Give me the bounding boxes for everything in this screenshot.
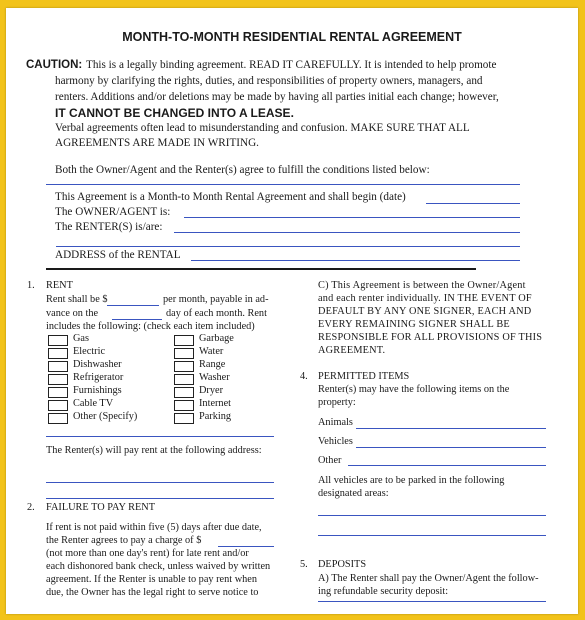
animals-field[interactable]: [356, 428, 546, 429]
pay-address-field-2[interactable]: [46, 498, 274, 499]
vehicles-label: Vehicles: [318, 436, 353, 447]
checkbox-washer[interactable]: [174, 374, 194, 385]
item-other-label: Other (Specify): [73, 411, 138, 422]
checkbox-gas[interactable]: [48, 335, 68, 346]
late-line-1: If rent is not paid within five (5) days after due date,: [46, 522, 262, 533]
rent-day-label: vance on the: [46, 308, 99, 319]
intro-text: Both the Owner/Agent and the Renter(s) agree to fulfill the conditions listed below:: [55, 164, 430, 176]
section-divider: [46, 268, 476, 270]
caution-line-4: IT CANNOT BE CHANGED INTO A LEASE.: [55, 106, 294, 120]
deposit-line-1: A) The Renter shall pay the Owner/Agent the follow-: [318, 573, 539, 584]
checkbox-other[interactable]: [48, 413, 68, 424]
section-5-number: 5.: [300, 559, 308, 570]
other-items-field[interactable]: [348, 465, 546, 466]
checkbox-cable-tv[interactable]: [48, 400, 68, 411]
section-4-number: 4.: [300, 371, 308, 382]
item-furnishings-label: Furnishings: [73, 385, 122, 396]
late-line-2: the Renter agrees to pay a charge of $: [46, 535, 202, 546]
item-refrigerator-label: Refrigerator: [73, 372, 124, 383]
checkbox-parking[interactable]: [174, 413, 194, 424]
parking-line-1: All vehicles are to be parked in the following: [318, 475, 505, 486]
permitted-line-2: property:: [318, 397, 356, 408]
late-line-4: each dishonored bank check, unless waived by written: [46, 561, 271, 572]
address-field[interactable]: [191, 260, 520, 261]
owner-agent-label: The OWNER/AGENT is:: [55, 206, 171, 218]
item-garbage-label: Garbage: [199, 333, 234, 344]
section-c-line-4: EVERY REMAINING SIGNER SHALL BE: [318, 319, 510, 330]
owner-agent-field[interactable]: [184, 217, 520, 218]
item-water-label: Water: [199, 346, 224, 357]
document-page: [6, 8, 578, 614]
section-1-number: 1.: [27, 280, 35, 291]
checkbox-range[interactable]: [174, 361, 194, 372]
rent-includes-label: includes the following: (check each item included): [46, 321, 255, 332]
item-parking-label: Parking: [199, 411, 232, 422]
rent-amount-label: Rent shall be $: [46, 294, 108, 305]
caution-line-3: renters. Additions and/or deletions may be made by having all parties initial each change; however,: [55, 91, 499, 103]
caution-line-6: AGREEMENTS ARE MADE IN WRITING.: [55, 137, 259, 149]
section-c-line-1: C) This Agreement is between the Owner/Agent: [318, 280, 526, 291]
rent-amount-suffix: per month, payable in ad-: [163, 294, 269, 305]
address-label: ADDRESS of the RENTAL: [55, 249, 181, 261]
renters-label: The RENTER(S) is/are:: [55, 221, 163, 233]
item-range-label: Range: [199, 359, 226, 370]
checkbox-water[interactable]: [174, 348, 194, 359]
rent-day-field[interactable]: [112, 319, 162, 320]
permitted-line-1: Renter(s) may have the following items on the: [318, 384, 510, 395]
section-c-line-6: AGREEMENT.: [318, 345, 386, 356]
intro-divider: [46, 184, 520, 185]
deposit-field[interactable]: [318, 601, 546, 602]
late-line-6: due, the Owner has the legal right to serve notice to: [46, 587, 259, 598]
item-gas-label: Gas: [73, 333, 90, 344]
late-line-5: agreement. If the Renter is unable to pay rent when: [46, 574, 258, 585]
pay-address-field-1[interactable]: [46, 482, 274, 483]
item-dishwasher-label: Dishwasher: [73, 359, 122, 370]
parking-area-field-2[interactable]: [318, 535, 546, 536]
renters-field-line-2[interactable]: [56, 246, 520, 247]
item-internet-label: Internet: [199, 398, 232, 409]
caution-label: CAUTION:: [26, 59, 83, 71]
parking-line-2: designated areas:: [318, 488, 389, 499]
checkbox-dishwasher[interactable]: [48, 361, 68, 372]
agreement-begin-label: This Agreement is a Month-to Month Rental Agreement and shall begin (date): [55, 191, 406, 203]
late-line-3: (not more than one day's rent) for late rent and/or: [46, 548, 249, 559]
other-specify-field[interactable]: [46, 436, 274, 437]
checkbox-furnishings[interactable]: [48, 387, 68, 398]
item-washer-label: Washer: [199, 372, 230, 383]
checkbox-garbage[interactable]: [174, 335, 194, 346]
section-2-number: 2.: [27, 502, 35, 513]
other-items-label: Other: [318, 455, 342, 466]
checkbox-dryer[interactable]: [174, 387, 194, 398]
section-4-heading: PERMITTED ITEMS: [318, 371, 410, 382]
parking-area-field-1[interactable]: [318, 515, 546, 516]
section-1-heading: RENT: [46, 280, 73, 291]
item-electric-label: Electric: [73, 346, 106, 357]
item-dryer-label: Dryer: [199, 385, 224, 396]
caution-line-2: harmony by clarifying the rights, duties, and responsibilities of property owners, managers, and: [55, 75, 483, 87]
renters-field[interactable]: [174, 232, 520, 233]
caution-line-1: This is a legally binding agreement. READ IT CAREFULLY. It is intended to help promote: [86, 59, 497, 71]
begin-date-field[interactable]: [426, 203, 520, 204]
section-c-line-5: RESPONSIBLE FOR ALL PROVISIONS OF THIS: [318, 332, 543, 343]
section-5-heading: DEPOSITS: [318, 559, 367, 570]
pay-address-label: The Renter(s) will pay rent at the following address:: [46, 445, 262, 456]
section-c-line-3: DEFAULT BY ANY ONE SIGNER, EACH AND: [318, 306, 532, 317]
deposit-line-2: ing refundable security deposit:: [318, 586, 449, 597]
checkbox-refrigerator[interactable]: [48, 374, 68, 385]
checkbox-internet[interactable]: [174, 400, 194, 411]
section-2-heading: FAILURE TO PAY RENT: [46, 502, 155, 513]
rent-day-suffix: day of each month. Rent: [166, 308, 267, 319]
late-charge-field[interactable]: [218, 546, 274, 547]
rent-amount-field[interactable]: [107, 305, 159, 306]
document-title: MONTH-TO-MONTH RESIDENTIAL RENTAL AGREEMENT: [122, 30, 462, 44]
caution-line-5: Verbal agreements often lead to misunderstanding and confusion. MAKE SURE THAT ALL: [55, 122, 470, 134]
section-c-line-2: and each renter individually. IN THE EVENT OF: [318, 293, 532, 304]
item-cable-tv-label: Cable TV: [73, 398, 114, 409]
checkbox-electric[interactable]: [48, 348, 68, 359]
animals-label: Animals: [318, 417, 353, 428]
vehicles-field[interactable]: [356, 447, 546, 448]
